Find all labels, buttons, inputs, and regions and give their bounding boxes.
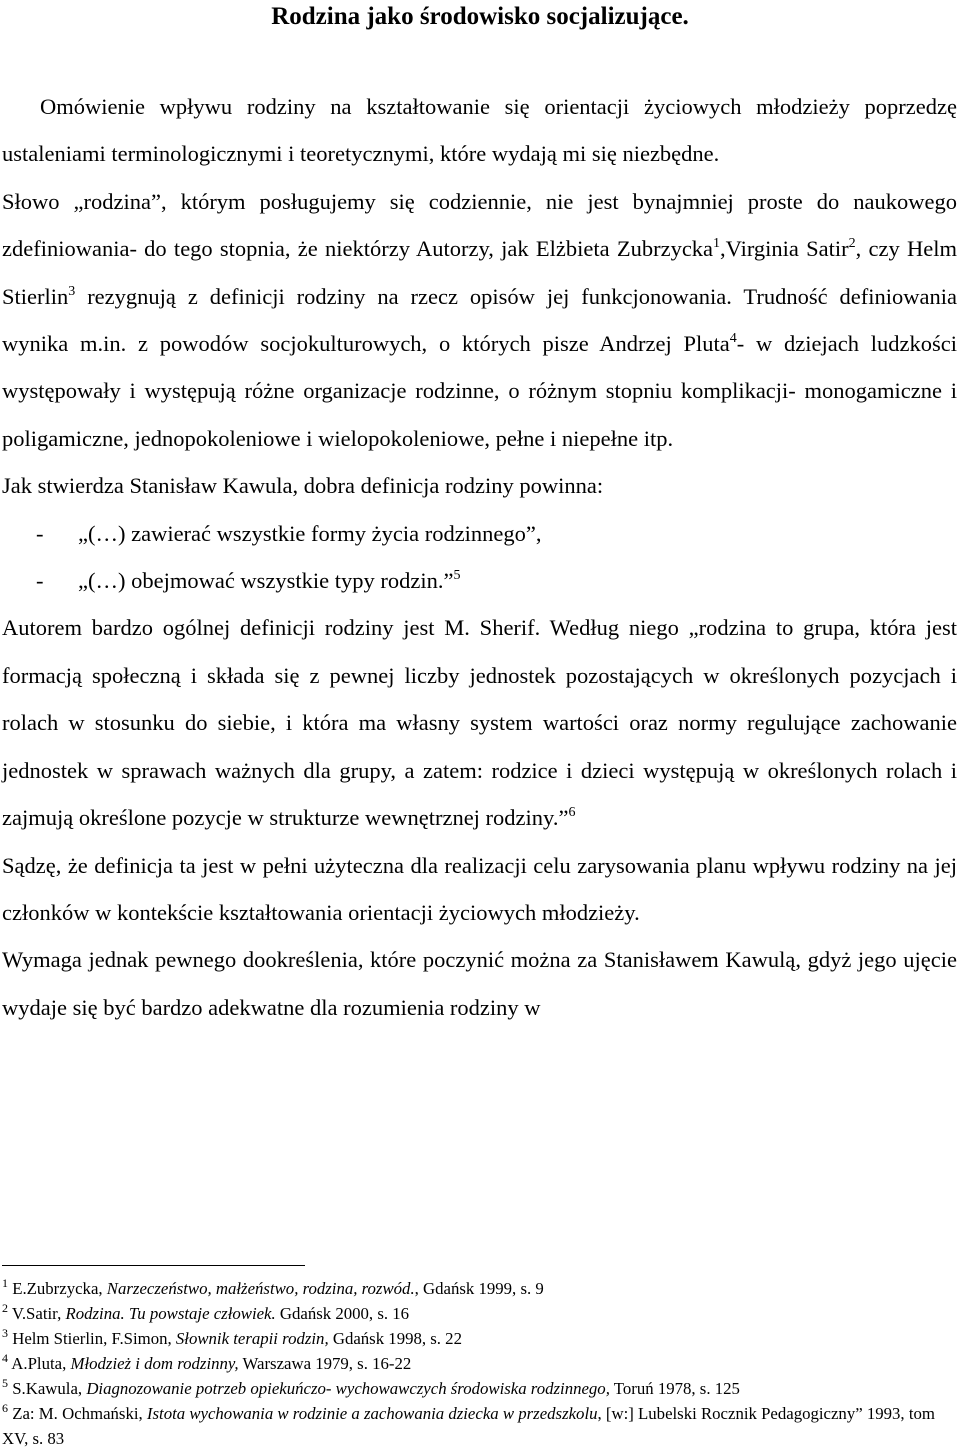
text-run: - w dziejach ludzkości występowały i występują różne organizacje rodzinne, o różnym stopniu komplikacji- monogamiczne i poligamiczne, jednopokoleniowe i wielopokoleniowe, pełne i niepełne itp.: [2, 331, 958, 451]
footnote-title: Istota wychowania w rodzinie a zachowania dziecka w przedszkolu: [146, 1404, 598, 1423]
footnote-title: Słownik terapii rodzin,: [175, 1329, 329, 1348]
footnote-title: Narzeczeństwo, małżeństwo, rodzina, rozwód.: [106, 1279, 415, 1298]
footnote-ref-4: 4: [729, 331, 737, 347]
footnote-text: S.Kawula,: [12, 1379, 87, 1398]
footnote-ref-2: 2: [848, 236, 856, 252]
footnote-text: Gdańsk 1998, s. 22: [328, 1329, 462, 1348]
text-run: rezygnują z definicji rodziny na rzecz opisów jej funkcjonowania. Trudność definiowania wynika m.in. z powodów socjokulturowych, o których pisze Andrzej Pluta: [2, 283, 957, 357]
paragraph-sherif-definition: [2, 604, 957, 841]
footnote-text: , [w:] Lubelski Rocznik Pedagogiczny” 1993, tom XV, s. 83: [2, 1404, 935, 1448]
document-body: [2, 83, 957, 1031]
footnote-6: [2, 1401, 957, 1451]
text-run: ,Virginia Satir: [720, 236, 849, 262]
footnote-number: 3: [2, 1326, 8, 1340]
paragraph-intro: Omówienie wpływu rodziny na kształtowanie się orientacji życiowych młodzieży poprzedzę ustaleniami terminologicznymi i teoretycznymi, które wydają mi się niezbędne.: [2, 94, 957, 167]
list-item: [2, 510, 957, 557]
dash-marker: -: [36, 520, 44, 546]
footnote-2: [2, 1301, 957, 1326]
footnote-3: [2, 1326, 957, 1351]
footnote-text: Warszawa 1979, s. 16-22: [238, 1354, 412, 1373]
list-item-text: „(…) obejmować wszystkie typy rodzin.”: [78, 568, 454, 594]
footnote-title: Młodzież i dom rodzinny,: [70, 1354, 239, 1373]
footnote-number: 6: [2, 1401, 8, 1415]
paragraph-kawula-intro: Jak stwierdza Stanisław Kawula, dobra definicja rodziny powinna:: [2, 473, 604, 499]
footnote-number: 1: [2, 1276, 8, 1290]
list-item-text: „(…) zawierać wszystkie formy życia rodzinnego”,: [78, 520, 542, 546]
footnote-number: 4: [2, 1351, 8, 1365]
paragraph-definition-difficulty: [2, 178, 957, 462]
footnote-title: Diagnozowanie potrzeb opiekuńczo- wychowawczych środowiska rodzinnego,: [86, 1379, 610, 1398]
footnote-text: A.Pluta,: [11, 1354, 71, 1373]
list-item: [2, 557, 957, 604]
footnote-text: Gdańsk 2000, s. 16: [275, 1304, 410, 1323]
footnote-ref-5: 5: [453, 568, 461, 584]
dash-marker: -: [36, 568, 44, 594]
footnote-separator: [2, 1265, 305, 1266]
footnote-5: [2, 1376, 957, 1401]
footnote-ref-3: 3: [68, 283, 76, 299]
footnotes: [2, 1276, 957, 1451]
text-run: , czy Helm Stierlin: [2, 236, 957, 309]
footnote-text: V.Satir,: [11, 1304, 66, 1323]
footnote-title: Rodzina. Tu powstaje człowiek.: [65, 1304, 276, 1323]
paragraph-refinement: Wymaga jednak pewnego dookreślenia, które poczynić można za Stanisławem Kawulą, gdyż jego ujęcie wydaje się być bardzo adekwatne dla rozumienia rodziny w: [2, 947, 957, 1020]
footnote-1: [2, 1276, 957, 1301]
footnote-text: Helm Stierlin, F.Simon,: [12, 1329, 176, 1348]
footnote-4: [2, 1351, 957, 1376]
footnote-text: Za: M. Ochmański,: [12, 1404, 147, 1423]
footnote-ref-1: 1: [713, 236, 721, 252]
paragraph-assessment: Sądzę, że definicja ta jest w pełni użyteczna dla realizacji celu zarysowania planu wpływu rodziny na jej członków w kontekście kształtowania orientacji życiowych młodzieży.: [2, 852, 957, 925]
text-run: Słowo „rodzina”, którym posługujemy się codziennie, nie jest bynajmniej proste do naukowego zdefiniowania- do tego stopnia, że niektórzy Autorzy, jak Elżbieta Zubrzycka: [2, 188, 957, 262]
footnote-number: 5: [2, 1376, 8, 1390]
footnote-text: E.Zubrzycka,: [12, 1279, 107, 1298]
document-title: Rodzina jako środowisko socjalizujące.: [271, 3, 689, 30]
footnote-number: 2: [2, 1301, 8, 1315]
footnote-text: Toruń 1978, s. 125: [609, 1379, 740, 1398]
footnote-ref-6: 6: [568, 805, 576, 821]
text-run: Autorem bardzo ogólnej definicji rodziny jest M. Sherif. Według niego „rodzina to grupa, która jest formacją społeczną i składa się z pewnej liczby jednostek pozostających w określonych pozycjach i rolach w stosunku do siebie, i która ma własny system wartości oraz normy regulujące zachowanie jednostek w sprawach ważnych dla grupy, a zatem: rodzice i dzieci występują w określonych rolach i zajmują określone pozycje w strukturze wewnętrznej rodziny.”: [2, 615, 957, 831]
footnote-text: , Gdańsk 1999, s. 9: [414, 1279, 544, 1298]
